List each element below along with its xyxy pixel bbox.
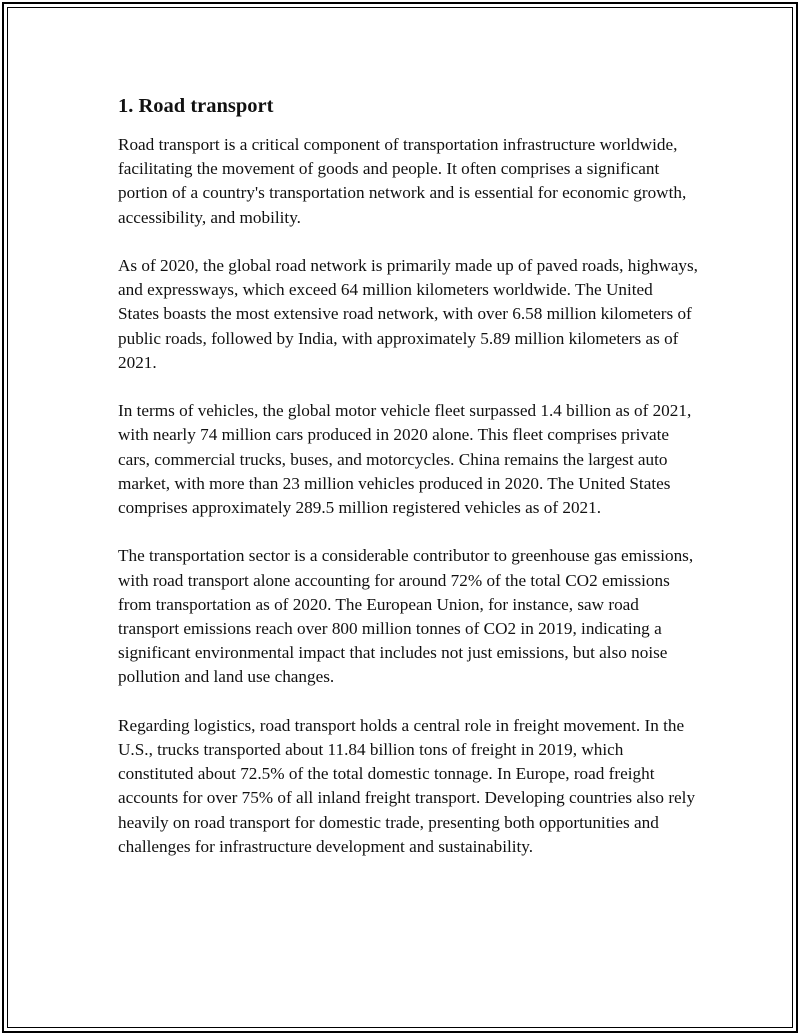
document-body [118,92,698,883]
section-heading: 1. Road transport [118,95,274,117]
paragraph-emissions: The transportation sector is a considerable contributor to greenhouse gas emissions, with road transport alone accounting for around 72% of the total CO2 emissions from transportation as of 2020. The European Union, for instance, saw road transport emissions reach over 800 million tonnes of CO2 in 2019, indicating a significant environmental impact that includes not just emissions, but also noise pollution and land use changes. [118,546,694,687]
paragraph-intro: Road transport is a critical component of transportation infrastructure worldwide, facilitating the movement of goods and people. It often comprises a significant portion of a country's transportation network and is essential for economic growth, accessibility, and mobility. [118,135,687,227]
paragraph-road-network: As of 2020, the global road network is primarily made up of paved roads, highways, and expressways, which exceed 64 million kilometers worldwide. The United States boasts the most extensive road network, with over 6.58 million kilometers of public roads, followed by India, with approximately 5.89 million kilometers as of 2021. [118,256,698,372]
paragraph-vehicles: In terms of vehicles, the global motor vehicle fleet surpassed 1.4 billion as of 2021, with nearly 74 million cars produced in 2020 alone. This fleet comprises private cars, commercial trucks, buses, and motorcycles. China remains the largest auto market, with more than 23 million vehicles produced in 2020. The United States comprises approximately 289.5 million registered vehicles as of 2021. [118,401,692,518]
paragraph-logistics: Regarding logistics, road transport holds a central role in freight movement. In the U.S., trucks transported about 11.84 billion tons of freight in 2019, which constituted about 72.5% of the total domestic tonnage. In Europe, road freight accounts for over 75% of all inland freight transport. Developing countries also rely heavily on road transport for domestic trade, presenting both opportunities and challenges for infrastructure development and sustainability. [118,715,696,856]
